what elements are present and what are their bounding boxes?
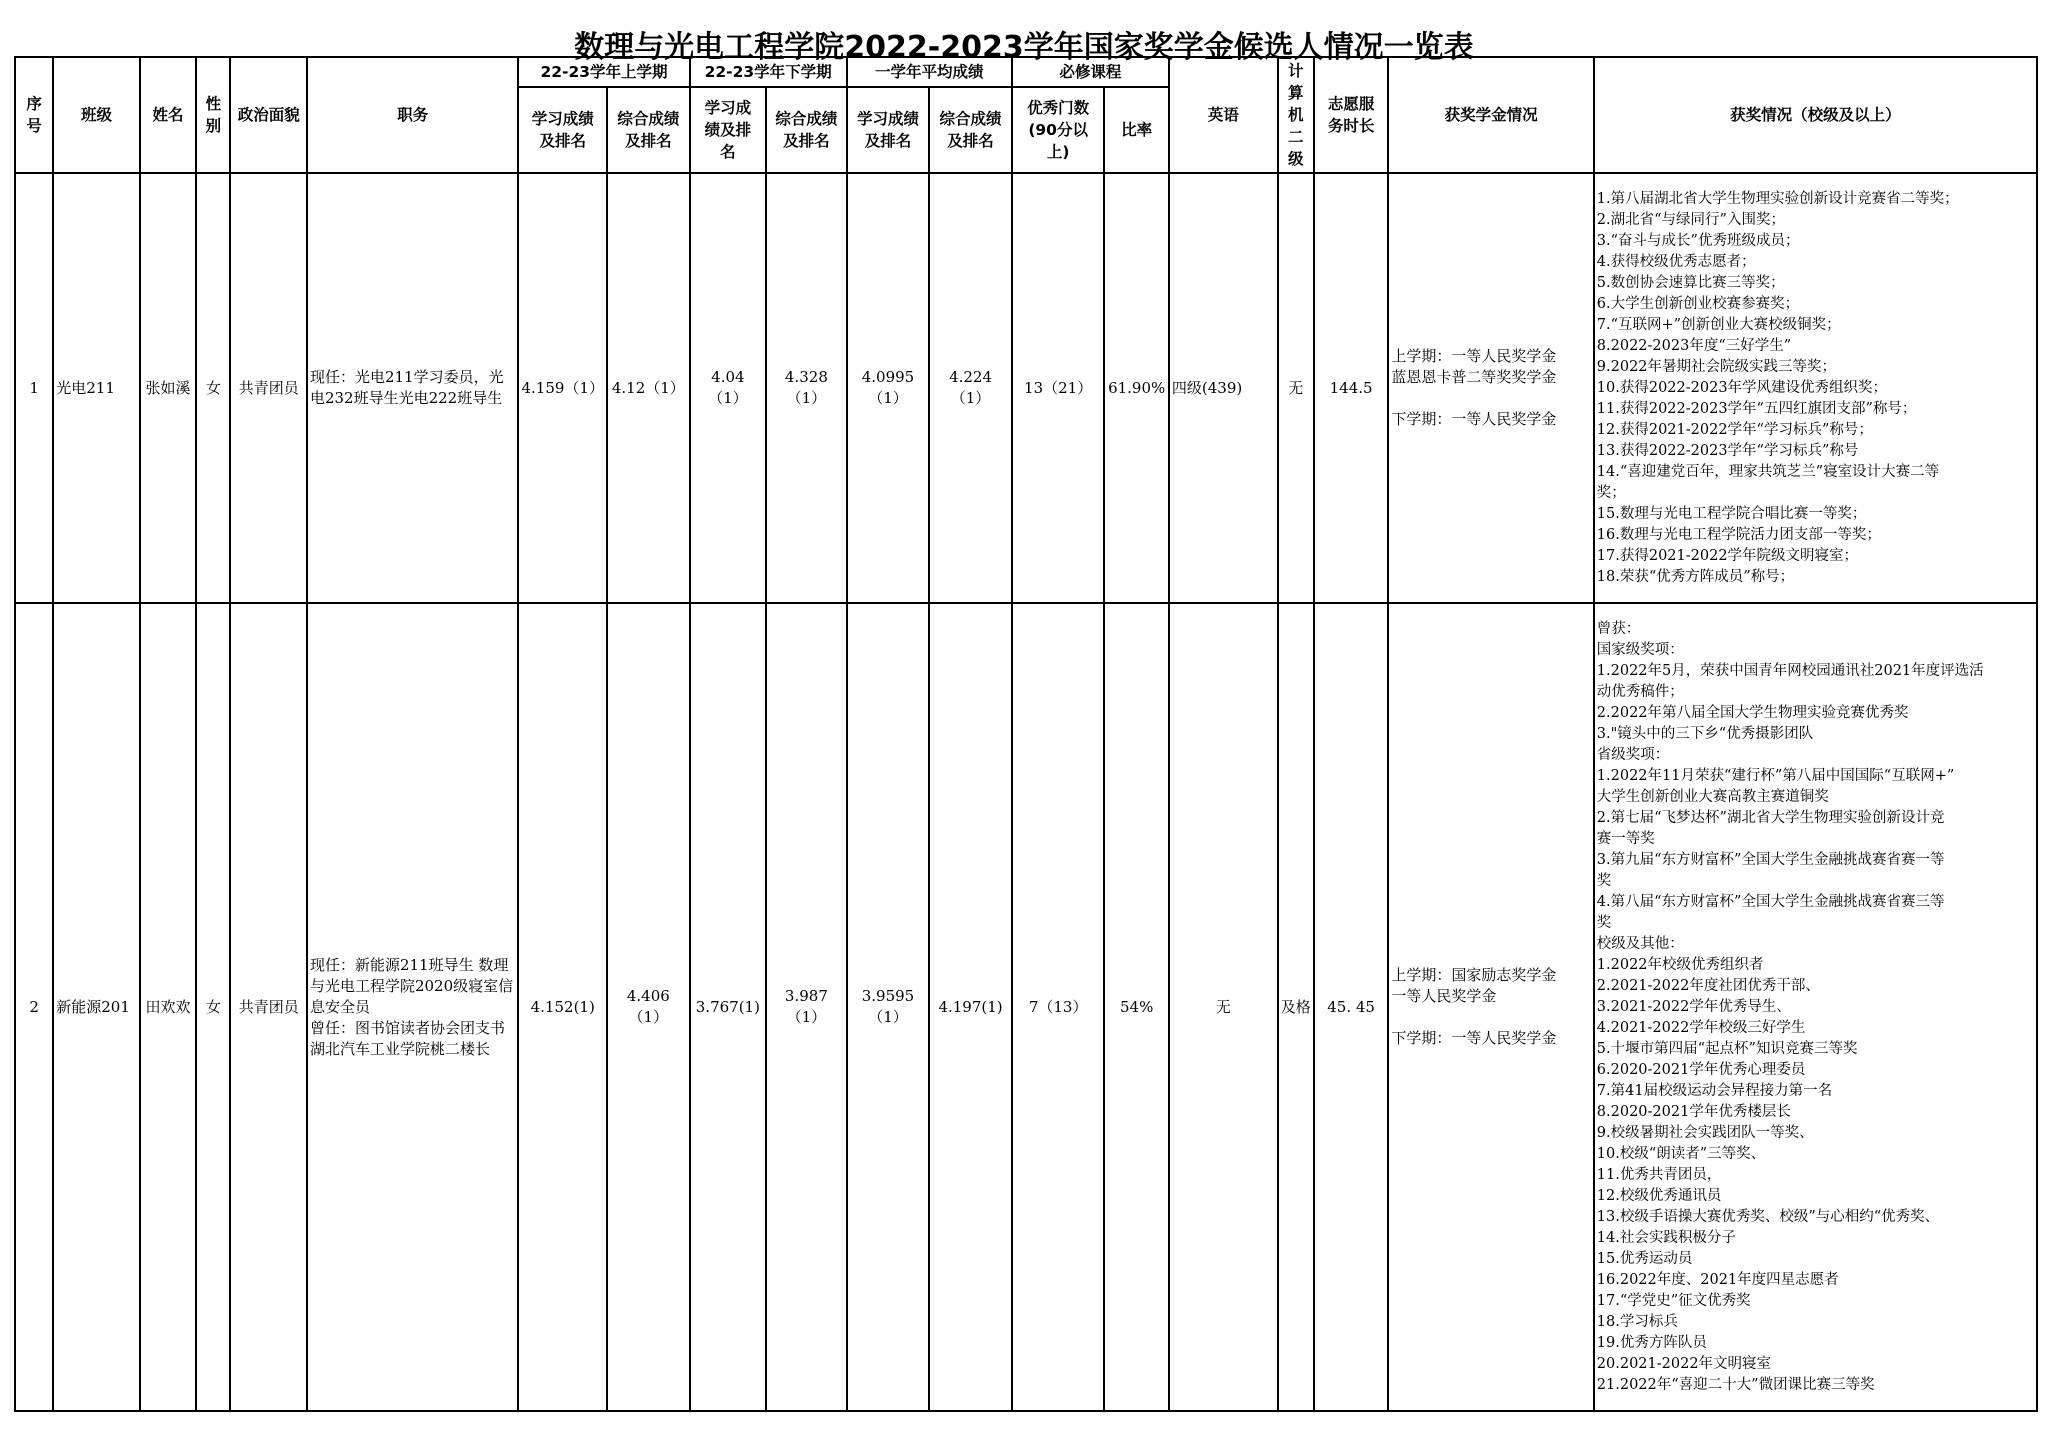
cell-ratio: 54% bbox=[1104, 603, 1168, 1411]
award-line: 2.2021-2022年度社团优秀干部、 bbox=[1596, 977, 1820, 994]
cell-political: 共青团员 bbox=[230, 173, 307, 603]
award-line: 12.校级优秀通讯员 bbox=[1596, 1187, 1722, 1204]
award-line: 赛一等奖 bbox=[1596, 830, 1655, 847]
cell-excellent: 7（13） bbox=[1012, 603, 1105, 1411]
award-line: 12.获得2021-2022学年“学习标兵”称号； bbox=[1596, 421, 1873, 438]
cell-seq: 1 bbox=[15, 173, 53, 603]
award-line: 曾获： bbox=[1596, 620, 1641, 637]
cell-scholarships bbox=[1388, 603, 1593, 1411]
header-computer: 计算机二级 bbox=[1278, 57, 1314, 173]
header-sem2: 22-23学年下学期 bbox=[690, 57, 847, 87]
award-line: 4.2021-2022学年校级三好学生 bbox=[1596, 1019, 1806, 1036]
award-line: 6.大学生创新创业校赛参赛奖； bbox=[1596, 295, 1800, 312]
header-avg-study: 学习成绩及排名 bbox=[847, 87, 930, 173]
cell-sem2-study: 3.767(1) bbox=[690, 603, 767, 1411]
award-line: 1.第八届湖北省大学生物理实验创新设计竞赛省二等奖； bbox=[1596, 190, 1959, 207]
award-line: 1.2022年校级优秀组织者 bbox=[1596, 956, 1764, 973]
award-line: 7.“互联网+”创新创业大赛校级铜奖； bbox=[1596, 316, 1841, 333]
award-line: 2.2022年第八届全国大学生物理实验竞赛优秀奖 bbox=[1596, 704, 1909, 721]
cell-computer: 及格 bbox=[1278, 603, 1314, 1411]
cell-sem1-study: 4.152(1) bbox=[518, 603, 607, 1411]
cell-volunteer: 45. 45 bbox=[1314, 603, 1389, 1411]
cell-class: 光电211 bbox=[53, 173, 140, 603]
award-line: 11.获得2022-2023学年“五四红旗团支部”称号； bbox=[1596, 400, 1917, 417]
header-ratio: 比率 bbox=[1104, 87, 1168, 173]
cell-gender: 女 bbox=[196, 603, 230, 1411]
award-line: 13.校级手语操大赛优秀奖、校级”与心相约“优秀奖、 bbox=[1596, 1208, 1940, 1225]
cell-sem1-comp: 4.406（1） bbox=[607, 603, 690, 1411]
award-line: 4.第八届“东方财富杯”全国大学生金融挑战赛省赛三等 bbox=[1596, 893, 1945, 910]
cell-position bbox=[307, 603, 518, 1411]
award-line: 4.获得校级优秀志愿者； bbox=[1596, 253, 1756, 270]
header-volunteer: 志愿服务时长 bbox=[1314, 57, 1389, 173]
header-name: 姓名 bbox=[140, 57, 196, 173]
scholarship-line: 一等人民奖学金 bbox=[1391, 987, 1497, 1005]
award-line: 10.获得2022-2023年学风建设优秀组织奖； bbox=[1596, 379, 1888, 396]
award-line: 16.2022年度、2021年度四星志愿者 bbox=[1596, 1271, 1839, 1288]
scholarship-line: 蓝恩恩卡普二等奖奖学金 bbox=[1391, 368, 1557, 386]
award-line: 15.优秀运动员 bbox=[1596, 1250, 1693, 1267]
award-line: 14.“喜迎建党百年，理家共筑芝兰”寝室设计大赛二等 bbox=[1596, 463, 1940, 480]
cell-awards bbox=[1594, 603, 2037, 1411]
award-line: 国家级奖项： bbox=[1596, 641, 1684, 658]
cell-sem2-comp: 4.328（1） bbox=[766, 173, 847, 603]
header-sem2-study: 学习成绩及排名 bbox=[690, 87, 767, 173]
header-avg-comp: 综合成绩及排名 bbox=[929, 87, 1012, 173]
header-year-avg: 一学年平均成绩 bbox=[847, 57, 1012, 87]
award-line: 校级及其他： bbox=[1596, 935, 1684, 952]
award-line: 3.第九届“东方财富杯”全国大学生金融挑战赛省赛一等 bbox=[1596, 851, 1945, 868]
award-line: 2.湖北省“与绿同行”入围奖； bbox=[1596, 211, 1785, 228]
award-line: 21.2022年“喜迎二十大”微团课比赛三等奖 bbox=[1596, 1376, 1875, 1393]
cell-seq: 2 bbox=[15, 603, 53, 1411]
cell-sem1-study: 4.159（1） bbox=[518, 173, 607, 603]
cell-english: 四级(439) bbox=[1169, 173, 1278, 603]
award-line: 2.第七届“飞梦达杯”湖北省大学生物理实验创新设计竞 bbox=[1596, 809, 1945, 826]
award-line: 17.“学党史”征文优秀奖 bbox=[1596, 1292, 1751, 1309]
award-line: 7.第41届校级运动会异程接力第一名 bbox=[1596, 1082, 1833, 1099]
award-line: 11.优秀共青团员， bbox=[1596, 1166, 1722, 1183]
award-line: 3.2021-2022学年优秀导生、 bbox=[1596, 998, 1791, 1015]
award-line: 省级奖项： bbox=[1596, 746, 1670, 763]
award-line: 3."镜头中的三下乡“优秀摄影团队 bbox=[1596, 725, 1814, 742]
award-line: 奖 bbox=[1596, 872, 1612, 889]
cell-class: 新能源201 bbox=[53, 603, 140, 1411]
cell-name: 张如溪 bbox=[140, 173, 196, 603]
award-line: 15.数理与光电工程学院合唱比赛一等奖； bbox=[1596, 505, 1867, 522]
cell-avg-comp: 4.197(1) bbox=[929, 603, 1012, 1411]
position-line: 湖北汽车工业学院桃二楼长 bbox=[309, 1039, 490, 1058]
header-sem1-comp: 综合成绩及排名 bbox=[607, 87, 690, 173]
cell-sem2-study: 4.04（1） bbox=[690, 173, 767, 603]
award-line: 1.2022年11月荣获“建行杯”第八届中国国际“互联网+” bbox=[1596, 767, 1955, 784]
cell-position: 现任：光电211学习委员，光电232班导生光电222班导生 bbox=[307, 173, 518, 603]
cell-ratio: 61.90% bbox=[1104, 173, 1168, 603]
scholarship-line: 下学期：一等人民奖学金 bbox=[1391, 1029, 1557, 1047]
cell-avg-study: 3.9595（1） bbox=[847, 603, 930, 1411]
award-line: 5.十堰市第四届“起点杯”知识竞赛三等奖 bbox=[1596, 1040, 1858, 1057]
award-line: 14.社会实践积极分子 bbox=[1596, 1229, 1736, 1246]
award-line: 大学生创新创业大赛高教主赛道铜奖 bbox=[1596, 788, 1829, 805]
award-line: 19.优秀方阵队员 bbox=[1596, 1334, 1707, 1351]
table-row bbox=[15, 603, 2037, 1411]
cell-volunteer: 144.5 bbox=[1314, 173, 1389, 603]
header-sem1: 22-23学年上学期 bbox=[518, 57, 689, 87]
cell-excellent: 13（21） bbox=[1012, 173, 1105, 603]
award-line: 9.校级暑期社会实践团队一等奖、 bbox=[1596, 1124, 1814, 1141]
award-line: 1.2022年5月，荣获中国青年网校园通讯社2021年度评选活 bbox=[1596, 662, 1984, 679]
award-line: 10.校级“朗读者”三等奖、 bbox=[1596, 1145, 1766, 1162]
header-scholarships: 获奖学金情况 bbox=[1388, 57, 1593, 173]
scholarship-line: 上学期：一等人民奖学金 bbox=[1391, 347, 1557, 365]
position-line: 现任：新能源211班导生 数理与光电工程学院2020级寝室信息安全员 bbox=[309, 955, 514, 1016]
award-line: 3.“奋斗与成长”优秀班级成员； bbox=[1596, 232, 1800, 249]
award-line: 8.2020-2021学年优秀楼层长 bbox=[1596, 1103, 1791, 1120]
cell-scholarships bbox=[1388, 173, 1593, 603]
cell-political: 共青团员 bbox=[230, 603, 307, 1411]
header-excellent: 优秀门数(90分以上) bbox=[1012, 87, 1105, 173]
cell-avg-comp: 4.224（1） bbox=[929, 173, 1012, 603]
award-line: 18.学习标兵 bbox=[1596, 1313, 1678, 1330]
award-line: 5.数创协会速算比赛三等奖； bbox=[1596, 274, 1785, 291]
header-seq: 序号 bbox=[15, 57, 53, 173]
award-line: 奖； bbox=[1596, 484, 1626, 501]
header-gender: 性别 bbox=[196, 57, 230, 173]
scholarship-line: 上学期：国家励志奖学金 bbox=[1391, 966, 1557, 984]
page-title: 数理与光电工程学院2022-2023学年国家奖学金候选人情况一览表 bbox=[574, 30, 1474, 65]
header-sem2-comp: 综合成绩及排名 bbox=[766, 87, 847, 173]
cell-sem1-comp: 4.12（1） bbox=[607, 173, 690, 603]
award-line: 13.获得2022-2023学年“学习标兵”称号 bbox=[1596, 442, 1859, 459]
cell-avg-study: 4.0995（1） bbox=[847, 173, 930, 603]
award-line: 18.荣获“优秀方阵成员”称号； bbox=[1596, 568, 1795, 585]
cell-gender: 女 bbox=[196, 173, 230, 603]
cell-computer: 无 bbox=[1278, 173, 1314, 603]
cell-english: 无 bbox=[1169, 603, 1278, 1411]
cell-awards bbox=[1594, 173, 2037, 603]
header-sem1-study: 学习成绩及排名 bbox=[518, 87, 607, 173]
cell-sem2-comp: 3.987（1） bbox=[766, 603, 847, 1411]
header-position: 职务 bbox=[307, 57, 518, 173]
scholarship-line: 下学期：一等人民奖学金 bbox=[1391, 410, 1557, 428]
award-line: 8.2022-2023年度“三好学生” bbox=[1596, 337, 1792, 354]
award-line: 奖 bbox=[1596, 914, 1612, 931]
header-required: 必修课程 bbox=[1012, 57, 1169, 87]
candidate-table bbox=[14, 56, 2038, 1412]
award-line: 6.2020-2021学年优秀心理委员 bbox=[1596, 1061, 1806, 1078]
cell-name: 田欢欢 bbox=[140, 603, 196, 1411]
table-row bbox=[15, 173, 2037, 603]
award-line: 9.2022年暑期社会院级实践三等奖； bbox=[1596, 358, 1837, 375]
award-line: 16.数理与光电工程学院活力团支部一等奖； bbox=[1596, 526, 1881, 543]
header-english: 英语 bbox=[1169, 57, 1278, 173]
award-line: 动优秀稿件； bbox=[1596, 683, 1684, 700]
award-line: 20.2021-2022年文明寝室 bbox=[1596, 1355, 1772, 1372]
header-class: 班级 bbox=[53, 57, 140, 173]
header-awards: 获奖情况（校级及以上） bbox=[1594, 57, 2037, 173]
award-line: 17.获得2021-2022学年院级文明寝室； bbox=[1596, 547, 1859, 564]
header-political: 政治面貌 bbox=[230, 57, 307, 173]
position-line: 曾任：图书馆读者协会团支书 bbox=[309, 1018, 505, 1037]
